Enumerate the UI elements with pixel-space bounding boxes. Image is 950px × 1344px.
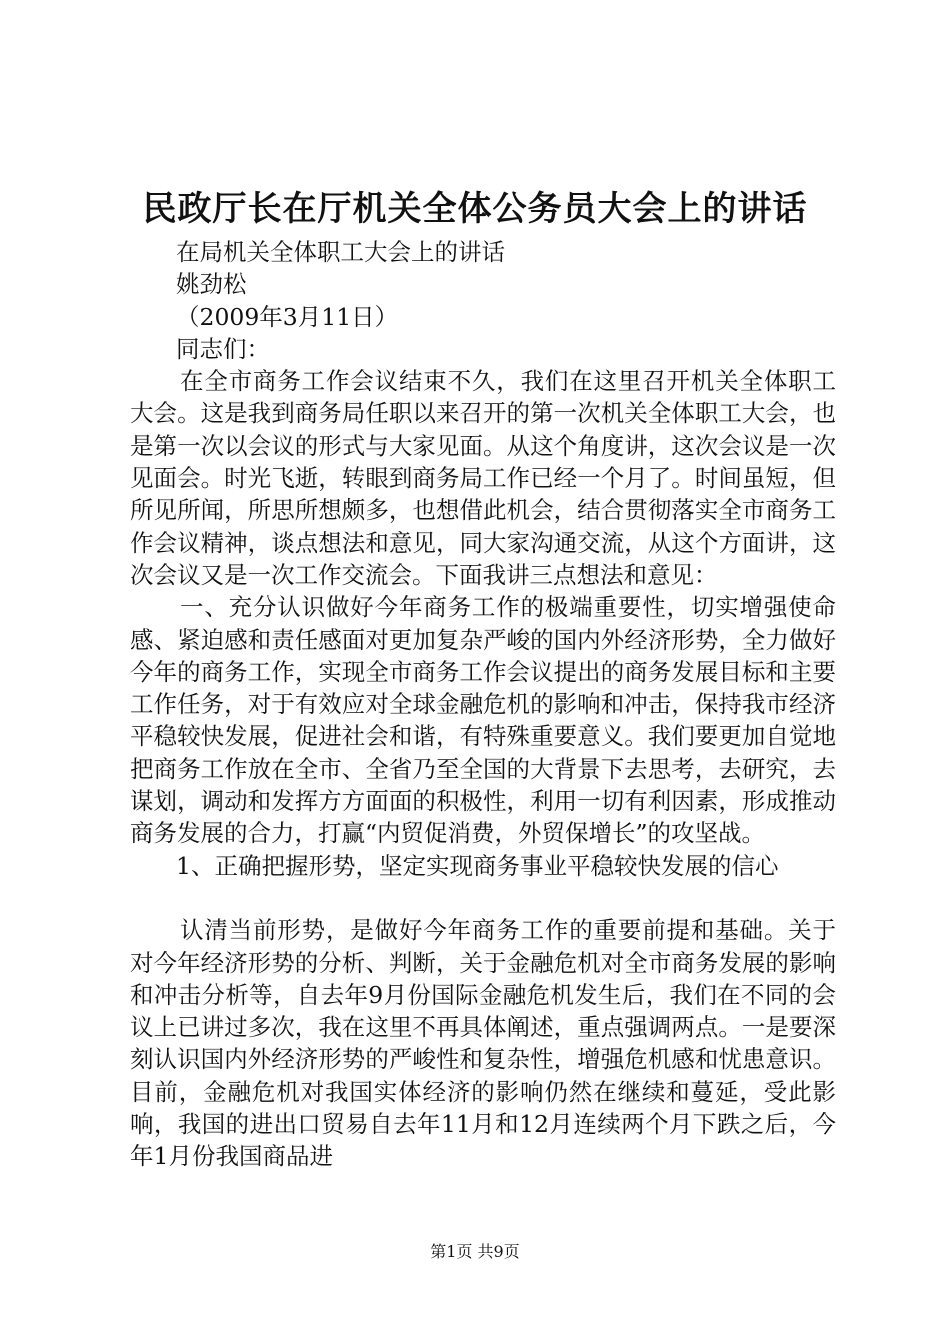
- author-name: 姚劲松: [176, 270, 247, 299]
- section-heading: 1、正确把握形势，坚定实现商务事业平稳较快发展的信心: [176, 851, 779, 880]
- page-indicator: 第1页 共9页: [430, 1242, 520, 1261]
- subtitle: 在局机关全体职工大会上的讲话: [176, 238, 505, 266]
- salutation: 同志们：: [176, 334, 270, 363]
- paragraph: 一、充分认识做好今年商务工作的极端重要性，切实增强使命感、紧迫感和责任感面对更加复杂严峻的国内外经济形势，全力做好今年的商务工作，实现全市商务工作会议提出的商务发展目标和主要工作任务，对于有效应对全球金融危机的影响和冲击，保持我市经济平稳较快发展，促进社会和谐，有特殊重要意义。我们要更加自觉地把商务工作放在全市、全省乃至全国的大背景下去思考，去研究，去谋划，调动和发挥方方面面的积极性，利用一切有利因素，形成推动商务发展的合力，打赢“内贸促消费，外贸保增长”的攻坚战。: [130, 593, 836, 848]
- document-body: [130, 236, 836, 1173]
- speech-date: （2009年3月11日）: [176, 302, 399, 331]
- blank-line: [130, 882, 836, 914]
- document-title: 民政厅长在厅机关全体公务员大会上的讲话: [142, 189, 808, 229]
- paragraph: 在全市商务工作会议结束不久，我们在这里召开机关全体职工大会。这是我到商务局任职以来召开的第一次机关全体职工大会，也是第一次以会议的形式与大家见面。从这个角度讲，这次会议是一次见面会。时光飞逝，转眼到商务局工作已经一个月了。时间虽短，但所见所闻，所思所想颇多，也想借此机会，结合贯彻落实全市商务工作会议精神，谈点想法和意见，同大家沟通交流，从这个方面讲，这次会议又是一次工作交流会。下面我讲三点想法和意见：: [130, 367, 836, 589]
- paragraph: 认清当前形势，是做好今年商务工作的重要前提和基础。关于对今年经济形势的分析、判断，关于金融危机对全市商务发展的影响和冲击分析等，自去年9月份国际金融危机发生后，我们在不同的会议上已讲过多次，我在这里不再具体阐述，重点强调两点。一是要深刻认识国内外经济形势的严峻性和复杂性，增强危机感和忧患意识。目前，金融危机对我国实体经济的影响仍然在继续和蔓延，受此影响，我国的进出口贸易自去年11月和12月连续两个月下跌之后，今年1月份我国商品进: [130, 916, 836, 1171]
